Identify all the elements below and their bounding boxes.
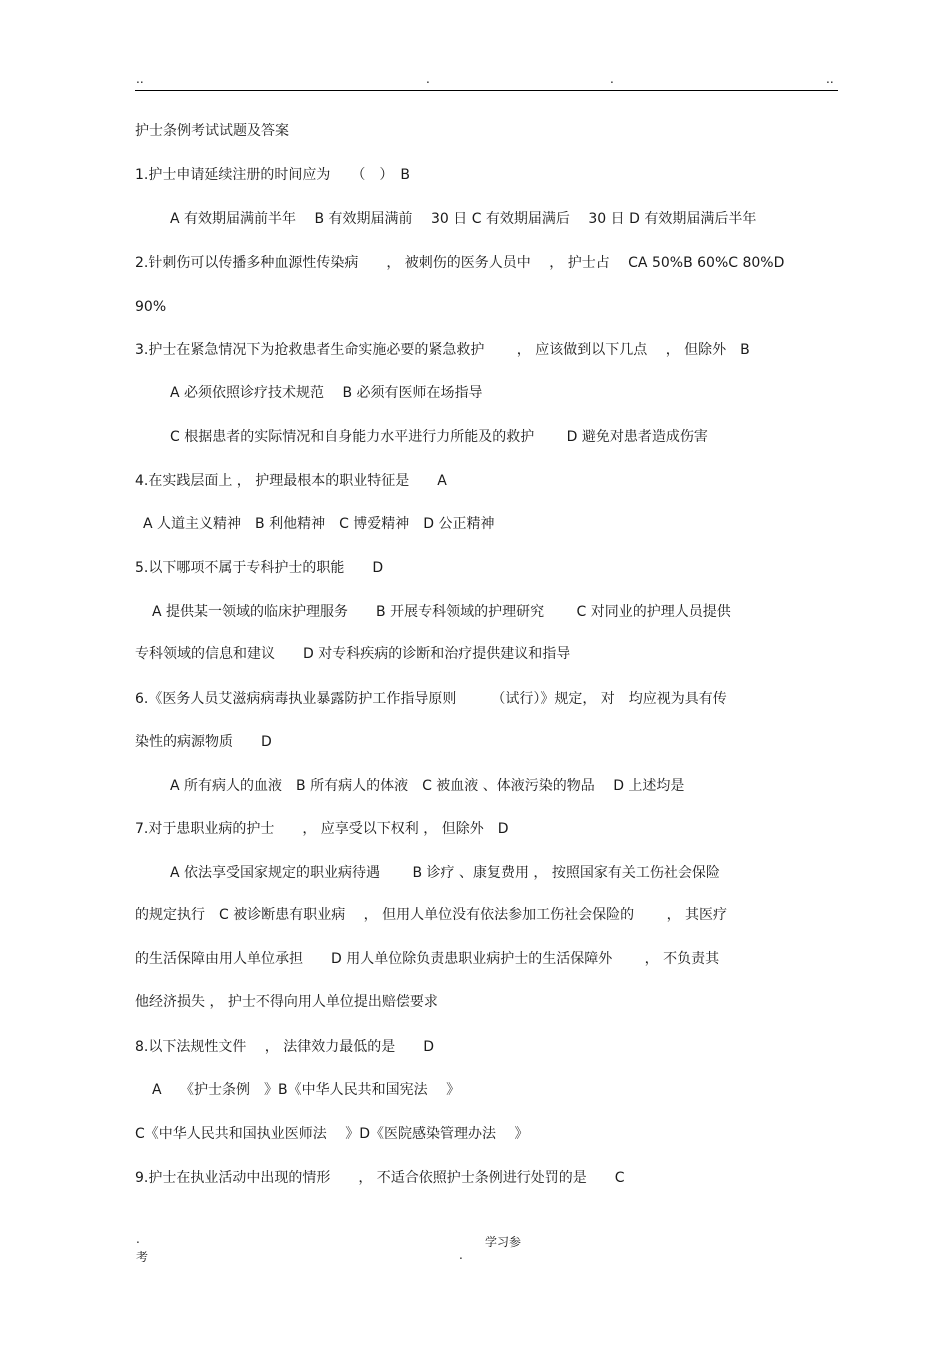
question-6-options: A 所有病人的血液 B 所有病人的体液 C 被血液 、体液污染的物品 D 上述均是 <box>170 778 685 794</box>
question-2: 2.针刺伤可以传播多种血源性传染病 ， 被刺伤的医务人员中 ， 护士占 CA 50%B 60%C 80%D <box>135 255 785 271</box>
question-6: 6.《医务人员艾滋病病毒执业暴露防护工作指导原则 （试行）》规定， 对 均应视为具有传 <box>135 691 727 707</box>
question-2-cont: 90% <box>135 299 167 315</box>
question-8-options-ab: A 《护士条例 》B《中华人民共和国宪法 》 <box>152 1082 461 1098</box>
question-1-options: A 有效期届满前半年 B 有效期届满前 30 日 C 有效期届满后 30 日 D 有效期届满后半年 <box>170 211 757 227</box>
header-dots-right: .. <box>826 72 834 86</box>
header-dots-left: .. <box>136 72 144 86</box>
question-5-options: A 提供某一领域的临床护理服务 B 开展专科领域的护理研究 C 对同业的护理人员提供 <box>152 604 731 620</box>
question-7-options-cont-2: 的生活保障由用人单位承担 D 用人单位除负责患职业病护士的生活保障外 ， 不负责其 <box>135 951 720 967</box>
question-3-options-cd: C 根据患者的实际情况和自身能力水平进行力所能及的救护 D 避免对患者造成伤害 <box>170 429 708 445</box>
question-7: 7.对于患职业病的护士 ， 应享受以下权利 ， 但除外 D <box>135 821 509 837</box>
header-dot-center-right: . <box>610 72 614 86</box>
question-9: 9.护士在执业活动中出现的情形 ， 不适合依照护士条例进行处罚的是 C <box>135 1170 625 1186</box>
question-7-options-cont-3: 他经济损失 ， 护士不得向用人单位提出赔偿要求 <box>135 994 438 1010</box>
question-8-options-cd: C《中华人民共和国执业医师法 》D《医院感染管理办法 》 <box>135 1126 529 1142</box>
question-7-options-cont-1: 的规定执行 C 被诊断患有职业病 ， 但用人单位没有依法参加工伤社会保险的 ， 其医疗 <box>135 907 728 923</box>
footer-right-dot: . <box>459 1248 463 1262</box>
header-rule <box>135 90 838 91</box>
document-title: 护士条例考试试题及答案 <box>135 123 289 139</box>
question-8: 8.以下法规性文件 ， 法律效力最低的是 D <box>135 1039 435 1055</box>
question-4: 4.在实践层面上 ， 护理最根本的职业特征是 A <box>135 473 447 489</box>
question-4-options: A 人道主义精神 B 利他精神 C 博爱精神 D 公正精神 <box>143 516 495 532</box>
footer-left-dot: . <box>136 1232 140 1246</box>
footer-left-char: 考 <box>136 1250 149 1264</box>
header-dot-center-left: . <box>426 72 430 86</box>
question-5: 5.以下哪项不属于专科护士的职能 D <box>135 560 384 576</box>
question-3: 3.护士在紧急情况下为抢救患者生命实施必要的紧急救护 ， 应该做到以下几点 ， 但除外 B <box>135 342 750 358</box>
question-6-cont: 染性的病源物质 D <box>135 734 272 750</box>
question-5-options-cont: 专科领域的信息和建议 D 对专科疾病的诊断和治疗提供建议和指导 <box>135 646 571 662</box>
question-1: 1.护士申请延续注册的时间应为 （ ） B <box>135 167 410 183</box>
footer-center-text: 学习参 <box>485 1235 522 1249</box>
question-7-options: A 依法享受国家规定的职业病待遇 B 诊疗 、康复费用 ， 按照国家有关工伤社会保险 <box>170 865 720 881</box>
question-3-options-ab: A 必须依照诊疗技术规范 B 必须有医师在场指导 <box>170 385 483 401</box>
